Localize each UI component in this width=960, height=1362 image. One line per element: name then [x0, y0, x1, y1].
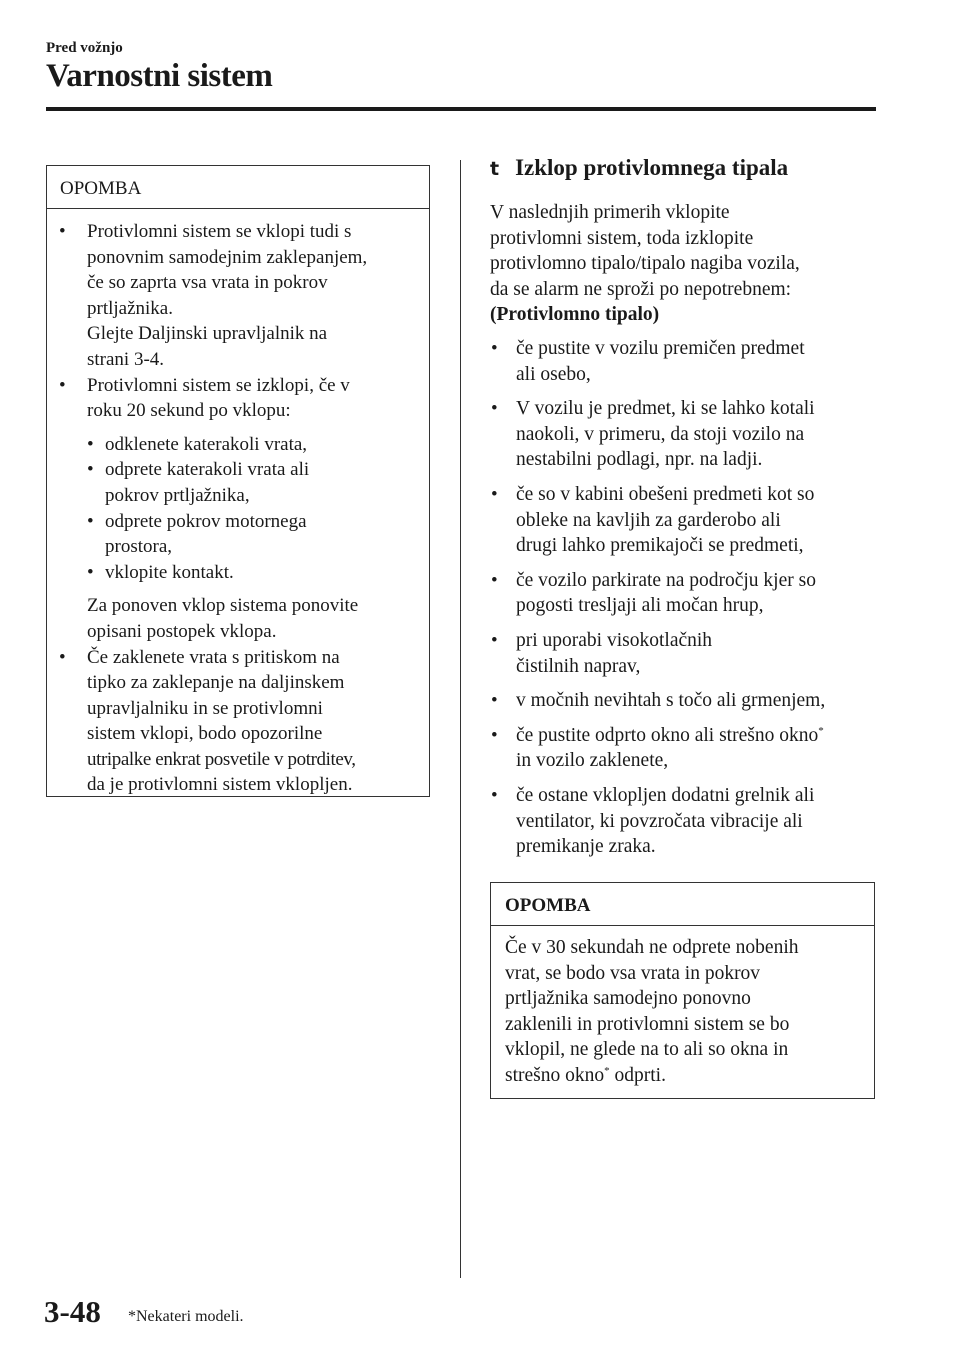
list-item [490, 783, 890, 860]
left-note-box [46, 165, 430, 797]
note-header [47, 166, 429, 209]
text-line: protivlomni sistem, toda izklopite [490, 227, 754, 249]
list-item [47, 373, 429, 645]
text-line: Glejte Daljinski upravljalnik na [87, 323, 328, 345]
sub-list-item [87, 457, 429, 508]
text-line: odklenete katerakoli vrata, [105, 433, 308, 455]
text-span: strešno okno [505, 1064, 605, 1086]
text-line: pokrov prtljažnika, [105, 484, 250, 506]
text-line: obleke na kavljih za garderobo ali [516, 509, 781, 531]
sub-list [87, 432, 429, 586]
page-title: Varnostni sistem [46, 58, 273, 94]
sub-bullet-icon: • [87, 433, 94, 455]
list-item [490, 688, 890, 714]
text-line: v močnih nevihtah s točo ali grmenjem, [516, 690, 826, 712]
text-line: da je protivlomni sistem vklopljen. [87, 774, 353, 796]
section-heading [490, 155, 788, 181]
text-line: ali osebo, [516, 363, 591, 385]
bullet-icon: • [491, 338, 498, 359]
paragraph [87, 593, 429, 644]
text-line: Protivlomni sistem se vklopi tudi s [87, 221, 352, 242]
text-line: Za ponoven vklop sistema ponovite [87, 595, 359, 617]
text-line: roku 20 sekund po vklopu: [87, 400, 291, 422]
text-line: ponovnim samodejnim zaklepanjem, [87, 246, 368, 268]
text-line: Če v 30 sekundah ne odprete nobenih [505, 937, 799, 958]
text-line: ventilator, ki povzročata vibracije ali [516, 810, 803, 832]
text-line: protivlomno tipalo/tipalo nagiba vozila, [490, 253, 800, 275]
section-marker-icon: t [490, 158, 500, 180]
bullet-icon: • [59, 646, 66, 668]
note-header [491, 883, 874, 926]
text-line: prtljažnika. [87, 297, 173, 319]
text-line: čistilnih naprav, [516, 655, 641, 677]
page-number: 3-48 [44, 1294, 101, 1329]
bullet-icon: • [491, 784, 498, 806]
subheading: (Protivlomno tipalo) [490, 304, 660, 326]
list-item [490, 482, 890, 559]
text-line: da se alarm ne sproži po nepotrebnem: [490, 278, 792, 300]
text-line: če vozilo parkirate na področju kjer so [516, 569, 816, 591]
text-line: opisani postopek vklopa. [87, 620, 277, 642]
bullet-icon: • [491, 483, 498, 505]
section-heading-text: Izklop protivlomnega tipala [515, 155, 789, 180]
text-line: vklopil, ne glede na to ali so okna in [505, 1039, 789, 1061]
bullet-icon: • [491, 690, 498, 712]
list-item [490, 723, 890, 774]
footnote-marker: * [604, 1064, 610, 1077]
column-divider [460, 160, 461, 1278]
note-body [505, 935, 864, 1089]
bullet-icon: • [59, 221, 66, 242]
text-line: pri uporabi visokotlačnih [516, 629, 713, 651]
text-line: V vozilu je predmet, ki se lahko kotali [516, 398, 815, 420]
text-line: če pustite v vozilu premičen predmet [516, 338, 805, 359]
section-label: Pred vožnjo [46, 40, 123, 56]
text-line: Protivlomni sistem se izklopi, če v [87, 374, 350, 396]
text-line: drugi lahko premikajoči se predmeti, [516, 535, 804, 557]
text-line: upravljalniku in se protivlomni [87, 697, 323, 719]
sub-list-item [87, 509, 429, 560]
text-line: utripalke enkrat posvetile v potrditev, [87, 748, 356, 770]
list-item [490, 396, 890, 473]
text-line: strani 3-4. [87, 348, 165, 370]
list-item [490, 568, 890, 619]
text-line: zaklenili in protivlomni sistem se bo [505, 1013, 790, 1035]
list-item [47, 219, 429, 373]
text-line: tipko za zaklepanje na daljinskem [87, 672, 345, 694]
bullet-icon: • [491, 398, 498, 420]
right-note-box [490, 882, 875, 1099]
text-line: premikanje zraka. [516, 836, 656, 858]
text-line: če ostane vklopljen dodatni grelnik ali [516, 784, 815, 806]
footnote: *Nekateri modeli. [128, 1308, 244, 1325]
sub-bullet-icon: • [87, 459, 94, 481]
text-line: nestabilni podlagi, npr. na ladji. [516, 449, 763, 471]
text-span: če pustite odprto okno ali strešno okno [516, 724, 819, 746]
list-item [47, 645, 429, 799]
sub-bullet-icon: • [87, 510, 94, 532]
list-item [490, 336, 890, 387]
sub-list-item [87, 560, 429, 586]
footnote-marker: * [818, 724, 824, 737]
title-rule [46, 107, 876, 111]
text-line: prostora, [105, 536, 173, 558]
sub-list-item [87, 432, 429, 458]
text-line: odprete katerakoli vrata ali [105, 459, 310, 481]
bullet-icon: • [491, 569, 498, 591]
text-line: odprete pokrov motornega [105, 510, 307, 532]
sub-bullet-icon: • [87, 561, 94, 583]
list-item [490, 628, 890, 679]
text-line: in vozilo zaklenete, [516, 750, 669, 772]
text-span: odprti. [609, 1064, 666, 1086]
text-line: naokoli, v primeru, da stoji vozilo na [516, 423, 805, 445]
note-title: OPOMBA [60, 178, 142, 199]
text-line [516, 723, 890, 749]
intro-paragraph [490, 200, 880, 328]
note-title: OPOMBA [505, 895, 591, 916]
text-line: če so zaprta vsa vrata in pokrov [87, 272, 328, 294]
text-line: Če zaklenete vrata s pritiskom na [87, 646, 340, 668]
bullet-icon: • [491, 629, 498, 651]
text-line: če so v kabini obešeni predmeti kot so [516, 483, 815, 505]
text-line: sistem vklopi, bodo opozorilne [87, 723, 323, 745]
bullet-icon: • [59, 374, 66, 396]
text-line: prtljažnika samodejno ponovno [505, 988, 751, 1010]
text-line: vklopite kontakt. [105, 561, 234, 583]
note-body [47, 219, 429, 798]
text-line: V naslednjih primerih vklopite [490, 202, 730, 223]
text-line: pogosti tresljaji ali močan hrup, [516, 595, 764, 617]
text-line: vrat, se bodo vsa vrata in pokrov [505, 962, 761, 984]
condition-list [490, 336, 890, 869]
text-line [505, 1063, 864, 1089]
bullet-icon: • [491, 724, 498, 746]
